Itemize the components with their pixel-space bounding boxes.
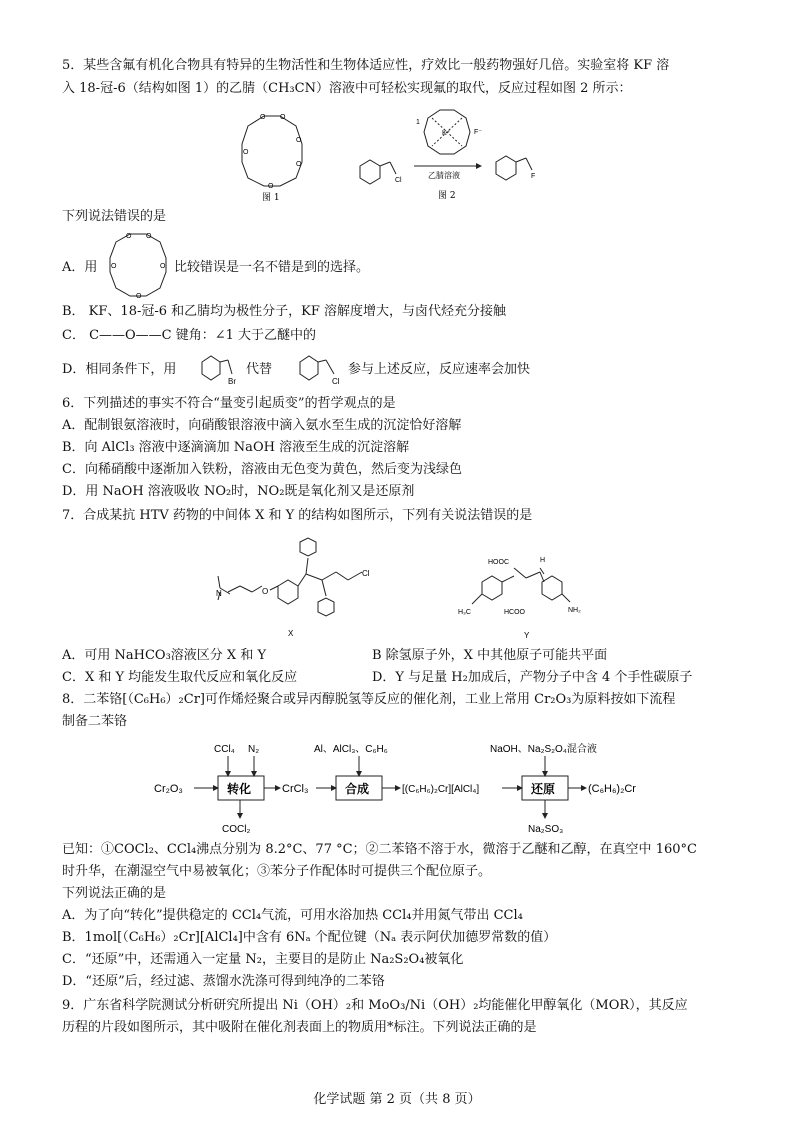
figure-1-crown-ether bbox=[232, 108, 312, 203]
ring-o-1: O bbox=[260, 114, 266, 121]
fig2-fluoride-ion: F⁻ bbox=[474, 129, 482, 136]
ring-o-2: O bbox=[146, 233, 152, 240]
q7-option-b: B 除氢原子外，X 中其他原子可能共平面 bbox=[372, 648, 608, 663]
figure-2-reaction bbox=[350, 104, 550, 204]
q5-stem-line2: 入 18-冠-6（结构如图 1）的乙腈（CH₃CN）溶液中可轻松实现氟的取代，反应过程如图 2 所示： bbox=[62, 81, 632, 96]
benzyl-chloride-structure bbox=[296, 350, 346, 390]
flow-box-conversion-label: 转化 bbox=[227, 782, 252, 796]
fig2-reactant-cl: Cl bbox=[395, 177, 402, 184]
q6-option-b: B．向 AlCl₃ 溶液中逐滴滴加 NaOH 溶液至生成的沉淀溶解 bbox=[62, 440, 410, 455]
ring-o-5: O bbox=[111, 263, 117, 270]
q5-option-c: C． C——O——C 键角：∠1 大于乙醚中的 bbox=[62, 328, 317, 343]
flow-output-na2so3: Na₂SO₃ bbox=[528, 824, 564, 835]
structure-x bbox=[196, 530, 396, 640]
flow-input-n2: N₂ bbox=[248, 744, 260, 755]
q5-prompt: 下列说法错误的是 bbox=[62, 209, 167, 224]
q5-option-a-crown-ether bbox=[102, 228, 174, 302]
y-methyl: H₃C bbox=[458, 609, 471, 616]
benzyl-bromide-structure bbox=[198, 350, 244, 390]
q8-stem-line2: 制备二苯铬 bbox=[62, 714, 128, 729]
flow-box-reduction-label: 还原 bbox=[531, 782, 556, 796]
q5-option-d-middle: 代替 bbox=[246, 362, 273, 377]
ring-o-3: O bbox=[160, 263, 166, 270]
y-hooc: HOOC bbox=[488, 559, 509, 566]
q5-option-a-prefix: A．用 bbox=[62, 260, 98, 275]
q9-stem-line2: 历程的片段如图所示，其中吸附在催化剂表面上的物质用*标注。下列说法正确的是 bbox=[62, 1020, 537, 1035]
page-footer: 化学试题 第 2 页（共 8 页） bbox=[313, 1092, 481, 1107]
ring-o-5: O bbox=[268, 183, 274, 190]
x-nitrogen: N bbox=[216, 589, 222, 598]
q8-known-line1: 已知：①COCl₂、CCl₄沸点分别为 8.2°C、77 °C；②二苯铬不溶于水，微溶于乙醚和乙醇，在真空中 160°C bbox=[62, 842, 697, 857]
q5-stem-line1: 5．某些含氟有机化合物具有特异的生物活性和生物体适应性，疗效比一般药物强好几倍。实验室将 KF 溶 bbox=[62, 58, 670, 73]
figure-1-caption: 图 1 bbox=[262, 193, 280, 203]
q8-option-d: D．“还原”后，经过滤、蒸馏水洗涤可得到纯净的二苯铬 bbox=[62, 974, 385, 989]
q8-option-a: A．为了向“转化”提供稳定的 CCl₄气流，可用水浴加热 CCl₄并用氮气带出 CCl₄ bbox=[62, 908, 523, 923]
figure-2-caption: 图 2 bbox=[438, 191, 456, 201]
ring-o-3: O bbox=[296, 137, 302, 144]
ring-o-6: O bbox=[243, 149, 249, 156]
q6-option-d: D．用 NaOH 溶液吸收 NO₂时，NO₂既是氧化剂又是还原剂 bbox=[62, 484, 415, 499]
q7-stem: 7．合成某抗 HTV 药物的中间体 X 和 Y 的结构如图所示，下列有关说法错误的是 bbox=[62, 508, 533, 523]
q5-option-b: B． KF、18-冠-6 和乙腈均为极性分子，KF 溶解度增大，与卤代烃充分接触 bbox=[62, 304, 507, 319]
chlorine-label: Cl bbox=[332, 377, 340, 386]
q6-stem: 6．下列描述的事实不符合“量变引起质变”的哲学观点的是 bbox=[62, 396, 396, 411]
q5-option-d-suffix: 参与上述反应，反应速率会加快 bbox=[348, 362, 531, 377]
q8-option-b: B．1mol[（C₆H₆）₂Cr][AlCl₄]中含有 6Nₐ 个配位键（Nₐ 表示阿伏加德罗常数的值） bbox=[62, 930, 557, 945]
q9-stem-line1: 9．广东省科学院测试分析研究所提出 Ni（OH）₂和 MoO₃/Ni（OH）₂均能催化甲醇氧化（MOR），其反应 bbox=[62, 998, 688, 1013]
y-hydrogen: H bbox=[540, 557, 546, 564]
flow-start-cr2o3: Cr₂O₃ bbox=[154, 783, 183, 795]
q7-option-a: A．可用 NaHCO₃溶液区分 X 和 Y bbox=[62, 648, 267, 663]
flow-box-synthesis-label: 合成 bbox=[345, 782, 370, 796]
q8-known-line2: 时升华，在潮湿空气中易被氧化；③苯分子作配体时可提供三个配位原子。 bbox=[62, 864, 492, 879]
flow-input-ccl4: CCl₄ bbox=[214, 744, 235, 755]
flow-input-naoh-mixture: NaOH、Na₂S₂O₄混合液 bbox=[490, 744, 597, 755]
fig2-product-f: F bbox=[531, 173, 536, 180]
x-oxygen: O bbox=[262, 587, 269, 596]
q8-flow-chart bbox=[150, 738, 660, 836]
y-amino: NH₂ bbox=[568, 607, 581, 614]
flow-input-al-alcl3-c6h6: Al、AlCl₃、C₆H₆ bbox=[314, 744, 388, 755]
q6-option-c: C．向稀硝酸中逐渐加入铁粉，溶液由无色变为黄色，然后变为浅绿色 bbox=[62, 462, 462, 477]
q5-option-d-prefix: D．相同条件下，用 bbox=[62, 362, 177, 377]
flow-end-dibenzenechromium: (C₆H₆)₂Cr bbox=[588, 783, 636, 795]
q8-stem-line1: 8．二苯铬[（C₆H₆）₂Cr]可作烯烃聚合或异丙醇脱氢等反应的催化剂，工业上常用 Cr₂O₃为原料按如下流程 bbox=[62, 692, 676, 707]
fig2-angle-label: 1 bbox=[416, 119, 420, 126]
structure-x-label: X bbox=[288, 629, 294, 638]
q6-option-a: A．配制银氨溶液时，向硝酸银溶液中滴入氨水至生成的沉淀恰好溶解 bbox=[62, 418, 462, 433]
q7-option-c: C．X 和 Y 均能发生取代反应和氧化反应 bbox=[62, 670, 298, 685]
x-chlorine: Cl bbox=[362, 569, 370, 578]
fig2-potassium-ion: K⁺ bbox=[442, 130, 451, 137]
structure-y bbox=[454, 552, 604, 642]
fig2-solvent-label: 乙腈溶液 bbox=[428, 171, 460, 180]
ring-o-4: O bbox=[296, 161, 302, 168]
q7-option-d: D．Y 与足量 H₂加成后，产物分子中含 4 个手性碳原子 bbox=[372, 670, 693, 685]
flow-intermediate-complex: [(C₆H₆)₂Cr][AlCl₄] bbox=[402, 784, 480, 795]
q8-prompt: 下列说法正确的是 bbox=[62, 886, 167, 901]
bromine-label: Br bbox=[228, 377, 236, 386]
q5-option-a-suffix: 比较错误是一名不错是到的选择。 bbox=[174, 260, 370, 275]
flow-output-cocl2: COCl₂ bbox=[222, 824, 251, 835]
q8-option-c: C．“还原”中，还需通入一定量 N₂，主要目的是防止 Na₂S₂O₄被氧化 bbox=[62, 952, 464, 967]
structure-y-label: Y bbox=[524, 631, 530, 640]
flow-intermediate-crcl3: CrCl₃ bbox=[282, 783, 309, 795]
ring-o-4: O bbox=[136, 293, 142, 300]
ring-o-2: O bbox=[280, 114, 286, 121]
y-hcoo: HCOO bbox=[504, 609, 525, 616]
ring-o-1: O bbox=[126, 233, 132, 240]
